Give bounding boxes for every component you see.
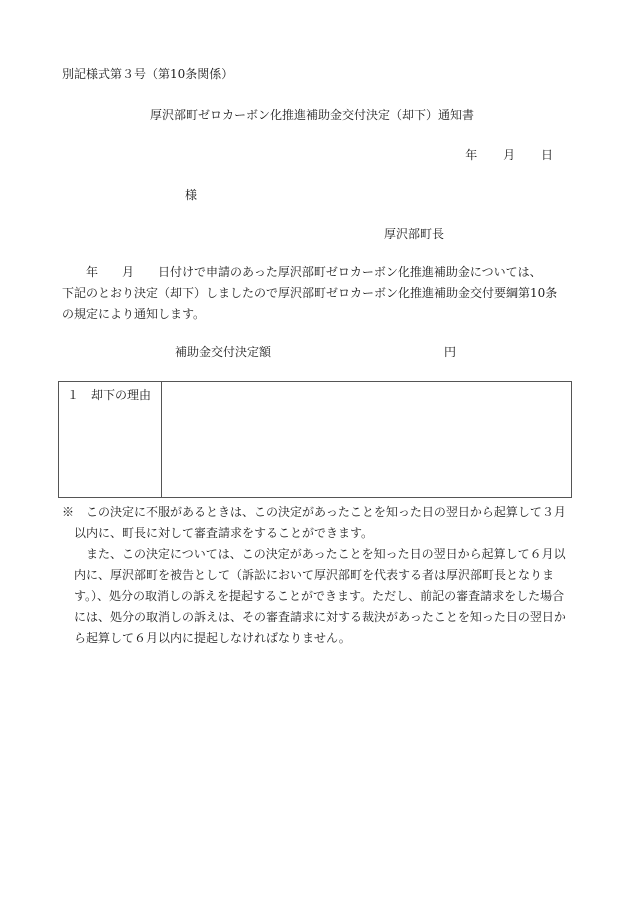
addressee: 様 bbox=[185, 188, 198, 202]
date-day: 日 bbox=[540, 148, 553, 162]
body-line: 下記のとおり決定（却下）しましたので厚沢部町ゼロカーボン化推進補助金交付要綱第10条 bbox=[62, 286, 558, 300]
notice-paragraph: ※ この決定に不服があるときは、この決定があったことを知った日の翌日から起算して３月以内に、町長に対して審査請求をすることができます。 bbox=[62, 505, 566, 540]
date-month: 月 bbox=[503, 148, 516, 162]
date-year: 年 bbox=[465, 148, 478, 162]
reason-label: １ 却下の理由 bbox=[59, 382, 162, 497]
notice bbox=[62, 502, 576, 649]
amount-unit: 円 bbox=[444, 345, 457, 359]
date-line bbox=[0, 147, 553, 163]
reason-table bbox=[58, 381, 572, 498]
body-line: 年 月 日付けで申請のあった厚沢部町ゼロカーボン化推進補助金については、 bbox=[62, 265, 542, 279]
amount-label: 補助金交付決定額 bbox=[175, 345, 272, 359]
body-line: の規定により通知します。 bbox=[62, 307, 206, 321]
body-text bbox=[62, 262, 574, 325]
form-number: 別記様式第３号（第10条関係） bbox=[62, 67, 234, 81]
document-title: 厚沢部町ゼロカーボン化推進補助金交付決定（却下）通知書 bbox=[150, 108, 475, 122]
notice-paragraph: また、この決定については、この決定があったことを知った日の翌日から起算して６月以内に、厚沢部町を被告として（訴訟において厚沢部町を代表する者は厚沢部町長となります。）、処分の取消しの訴えを提起することができます。ただし、前記の審査請求をした場合には、処分の取消しの訴えは、その審査請求に対する裁決があったことを知った日の翌日から起算して６月以内に提起しなければなりません。 bbox=[74, 547, 566, 645]
issuer: 厚沢部町長 bbox=[384, 227, 445, 241]
reason-content bbox=[162, 382, 571, 497]
